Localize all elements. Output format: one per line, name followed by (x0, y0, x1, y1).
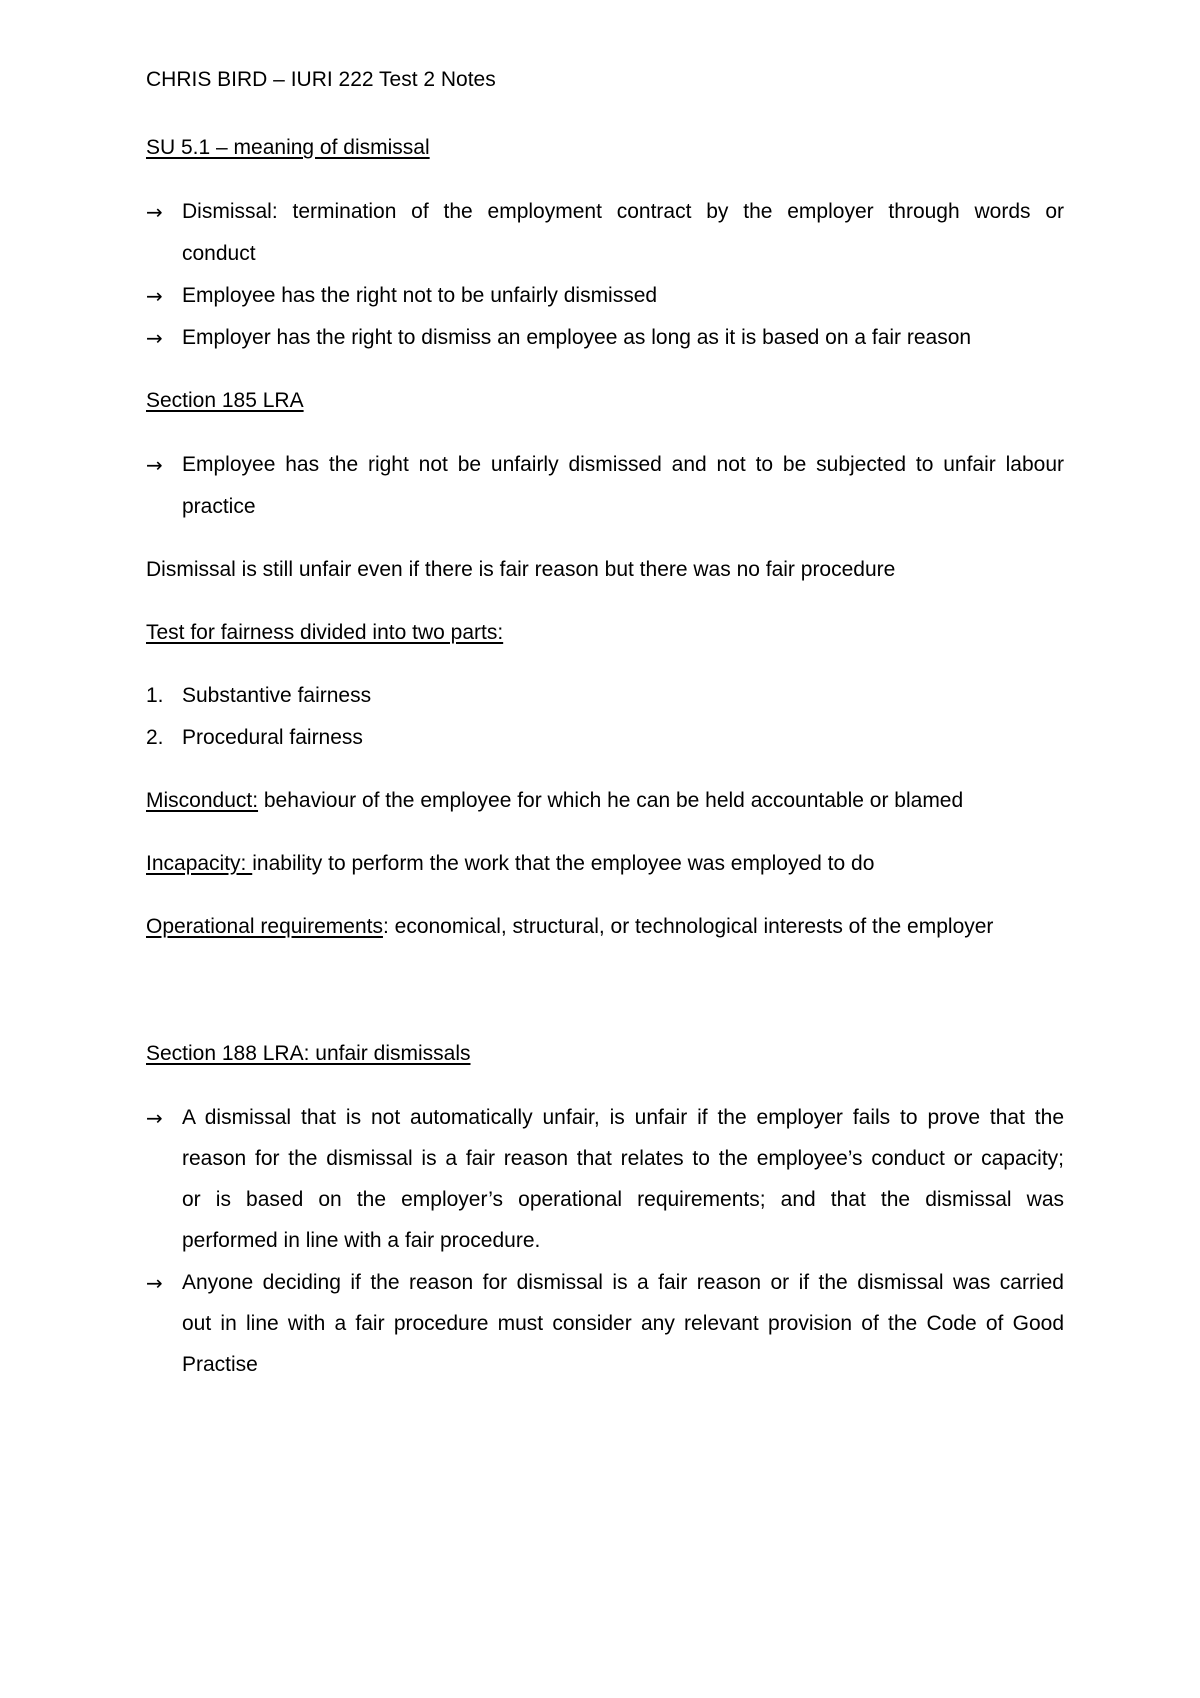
document-page (146, 0, 1064, 1698)
arrow-icon: → (146, 453, 163, 477)
heading-su51: SU 5.1 – meaning of dismissal (146, 136, 430, 159)
su51-bullet2: Employee has the right not to be unfairly dismissed (182, 284, 658, 307)
misconduct-text: behaviour of the employee for which he can be held accountable or blamed (258, 789, 964, 812)
list-item-substantive: Substantive fairness (182, 684, 372, 707)
s188-bullet1-line1: A dismissal that is not automatically unfair, is unfair if the employer fails to prove that the (182, 1106, 1064, 1129)
heading-section-188: Section 188 LRA: unfair dismissals (146, 1042, 471, 1065)
heading-fairness-test: Test for fairness divided into two parts: (146, 621, 504, 644)
operational-text: : economical, structural, or technological interests of the employer (382, 915, 994, 938)
document-header: CHRIS BIRD – IURI 222 Test 2 Notes (146, 68, 496, 91)
term-misconduct: Misconduct: (146, 789, 259, 812)
arrow-icon: → (146, 200, 163, 224)
list-number: 2. (146, 726, 164, 749)
incapacity-text: inability to perform the work that the employee was employed to do (252, 852, 875, 875)
s188-bullet2-line1: Anyone deciding if the reason for dismissal is a fair reason or if the dismissal was carried (182, 1271, 1064, 1294)
s185-note: Dismissal is still unfair even if there is fair reason but there was no fair procedure (146, 558, 896, 581)
su51-bullet1-line1: Dismissal: termination of the employment contract by the employer through words or (182, 200, 1064, 223)
arrow-icon: → (146, 326, 163, 350)
s188-bullet1-line2: reason for the dismissal is a fair reason that relates to the employee’s conduct or capacity; (182, 1147, 1064, 1170)
arrow-icon: → (146, 284, 163, 308)
term-operational: Operational requirements (146, 915, 383, 938)
su51-bullet3: Employer has the right to dismiss an employee as long as it is based on a fair reason (182, 326, 972, 349)
definition-operational (146, 913, 993, 941)
arrow-icon: → (146, 1106, 163, 1130)
s185-bullet1-line2: practice (182, 495, 256, 518)
list-number: 1. (146, 684, 164, 707)
definition-misconduct (146, 787, 963, 815)
s188-bullet1-line3: or is based on the employer’s operational requirements; and that the dismissal was (182, 1188, 1064, 1211)
s188-bullet2-line3: Practise (182, 1353, 258, 1376)
s188-bullet2-line2: out in line with a fair procedure must consider any relevant provision of the Code of Good (182, 1312, 1064, 1335)
s185-bullet1-line1: Employee has the right not be unfairly dismissed and not to be subjected to unfair labour (182, 453, 1064, 476)
term-incapacity: Incapacity: (146, 852, 253, 875)
definition-incapacity (146, 850, 874, 878)
su51-bullet1-line2: conduct (182, 242, 256, 265)
list-item-procedural: Procedural fairness (182, 726, 363, 749)
arrow-icon: → (146, 1271, 163, 1295)
heading-section-185: Section 185 LRA (146, 389, 304, 412)
s188-bullet1-line4: performed in line with a fair procedure. (182, 1229, 541, 1252)
